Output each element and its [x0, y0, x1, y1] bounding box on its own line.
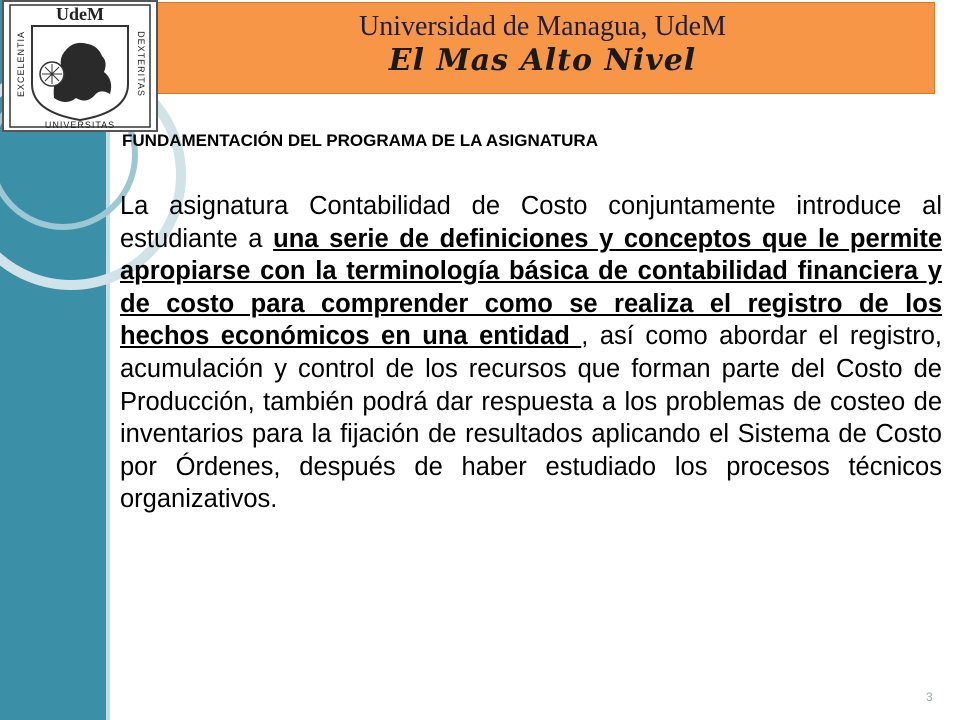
logo-top-text: UdeM — [56, 4, 104, 24]
logo-bottom-text: UNIVERSITAS — [44, 120, 116, 130]
header-banner — [150, 2, 935, 94]
university-name: Universidad de Managua, UdeM — [358, 11, 726, 42]
paragraph-rest: , así como abordar el registro, acumulación y control de los recursos que forman parte del Costo de Producción, también podrá dar respuesta a los problemas de costeo de inventarios para la fijación de resultados aplicando el Sistema de Costo por Órdenes, después de haber estudiado los procesos técnicos organizativos. — [120, 322, 942, 514]
paragraph-intro: La asignatura Contabilidad de Costo conjuntamente introduce al estudiante a — [120, 192, 942, 253]
university-logo — [2, 0, 158, 132]
logo-right-text: DEXTERITAS — [136, 31, 146, 97]
university-motto: El Mas Alto Nivel — [388, 43, 697, 78]
body-paragraph — [120, 190, 942, 516]
paragraph-underlined: una serie de definiciones y conceptos que le permite apropiarse con la terminología básica de contabilidad financiera y de costo para comprender como se realiza el registro de los hechos económicos en una entidad — [120, 224, 943, 351]
logo-left-text: EXCELENTIA — [16, 30, 26, 98]
page-number: 3 — [926, 690, 933, 704]
section-title: FUNDAMENTACIÓN DEL PROGRAMA DE LA ASIGNATURA — [122, 131, 598, 150]
